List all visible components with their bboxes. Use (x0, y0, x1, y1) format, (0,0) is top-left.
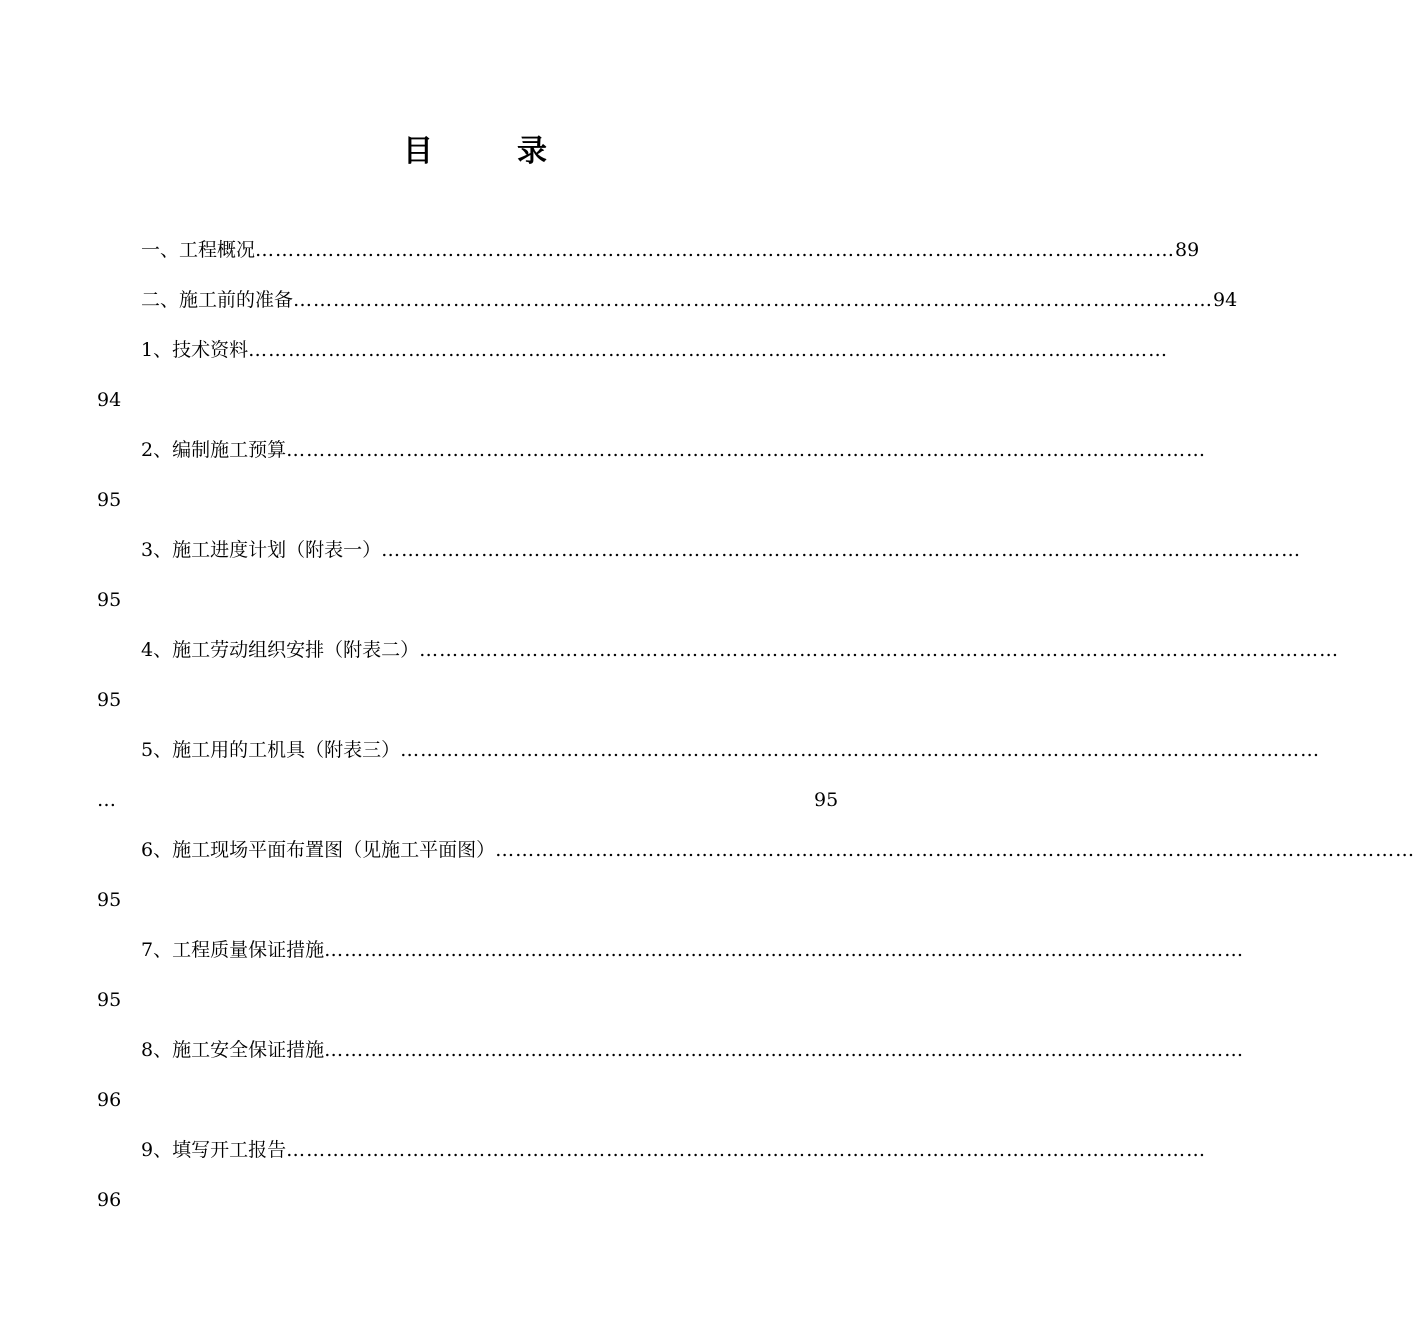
toc-leader: ………………………………………………………………………………………………………………………… (381, 539, 1302, 561)
toc-entry-label: 6、施工现场平面布置图（见施工平面图） (141, 839, 496, 861)
toc-entry[interactable] (141, 735, 1321, 765)
toc-entry[interactable] (141, 435, 1207, 465)
toc-entry[interactable] (141, 535, 1302, 565)
toc-entry[interactable] (141, 935, 1245, 965)
toc-leader: ………………………………………………………………………………………………………………………… (495, 839, 1415, 861)
toc-leader-overflow: … (97, 789, 116, 811)
toc-page-number: 95 (814, 789, 839, 811)
toc-entry-label: 二、施工前的准备 (141, 289, 294, 311)
toc-leader: ………………………………………………………………………………………………………………………… (286, 1139, 1207, 1161)
toc-entry-label: 一、工程概况 (141, 239, 256, 261)
toc-leader: ………………………………………………………………………………………………………………………… (419, 639, 1340, 661)
toc-entry-label: 9、填写开工报告 (141, 1139, 287, 1161)
toc-entry-label: 8、施工安全保证措施 (141, 1039, 325, 1061)
toc-leader: ………………………………………………………………………………………………………………………… (324, 1039, 1245, 1061)
title-char-2: 录 (517, 134, 547, 169)
toc-entry[interactable] (141, 235, 1200, 265)
toc-leader: ………………………………………………………………………………………………………………………… (255, 239, 1176, 261)
toc-entry[interactable] (141, 335, 1169, 365)
toc-leader: ………………………………………………………………………………………………………………………… (293, 289, 1214, 311)
toc-leader: ………………………………………………………………………………………………………………………… (324, 939, 1245, 961)
toc-leader: ………………………………………………………………………………………………………………………… (286, 439, 1207, 461)
toc-entry-label: 3、施工进度计划（附表一） (141, 539, 382, 561)
toc-page-number: 95 (97, 489, 122, 511)
toc-entry[interactable] (141, 285, 1238, 315)
toc-entry-label: 1、技术资料 (141, 339, 249, 361)
toc-page-number: 95 (97, 689, 122, 711)
toc-page-number: 96 (97, 1189, 122, 1211)
toc-entry[interactable] (141, 1135, 1207, 1165)
toc-page-number: 89 (1175, 239, 1200, 261)
toc-page-number: 94 (97, 389, 122, 411)
toc-entry-label: 5、施工用的工机具（附表三） (141, 739, 401, 761)
toc-leader: ………………………………………………………………………………………………………………………… (248, 339, 1169, 361)
toc-page-number: 96 (97, 1089, 122, 1111)
toc-page-number: 95 (97, 589, 122, 611)
toc-entry[interactable] (141, 635, 1340, 665)
toc-page-number: 94 (1213, 289, 1238, 311)
toc-page-number: 95 (97, 889, 122, 911)
toc-leader: ………………………………………………………………………………………………………………………… (400, 739, 1321, 761)
title-char-1: 目 (403, 134, 433, 169)
toc-entry-label: 2、编制施工预算 (141, 439, 287, 461)
toc-entry-label: 7、工程质量保证措施 (141, 939, 325, 961)
toc-page-number: 95 (97, 989, 122, 1011)
toc-entry-label: 4、施工劳动组织安排（附表二） (141, 639, 420, 661)
toc-entry[interactable] (141, 1035, 1245, 1065)
toc-entry[interactable] (141, 835, 1415, 865)
